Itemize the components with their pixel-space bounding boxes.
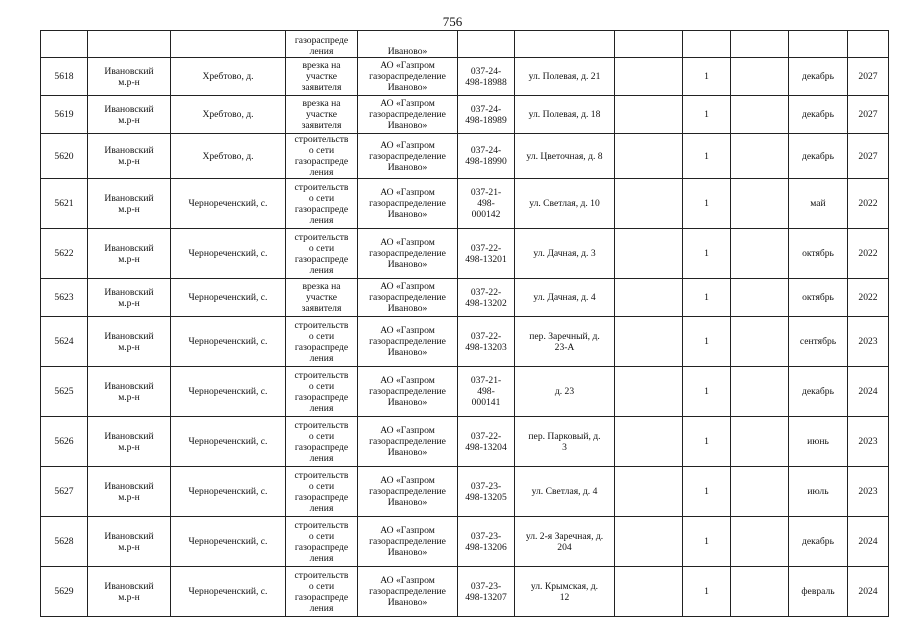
cell-empty: [731, 367, 789, 417]
cell-qty: 1: [683, 317, 731, 367]
cell-empty: [615, 31, 683, 58]
cell-month: декабрь: [789, 134, 848, 179]
cell-org: АО «Газпром газораспределение Иваново»: [358, 96, 458, 134]
table-row: [41, 229, 889, 279]
cell-org: АО «Газпром газораспределение Иваново»: [358, 417, 458, 467]
cell-num: 5627: [41, 467, 88, 517]
cell-num: 5626: [41, 417, 88, 467]
cell-purpose: строительств о сети газораспреде ления: [286, 317, 358, 367]
cell-locality: Хребтово, д.: [171, 96, 286, 134]
cell-address: [515, 31, 615, 58]
table-row: [41, 317, 889, 367]
table-row-fragment: [41, 31, 889, 58]
cell-locality: Хребтово, д.: [171, 58, 286, 96]
cell-locality: Чернореченский, с.: [171, 179, 286, 229]
cell-empty: [731, 517, 789, 567]
cell-year: 2022: [848, 229, 889, 279]
cell-address: ул. Полевая, д. 21: [515, 58, 615, 96]
table-row: [41, 279, 889, 317]
cell-code: 037-21- 498- 000141: [458, 367, 515, 417]
cell-qty: 1: [683, 134, 731, 179]
cell-empty: [615, 179, 683, 229]
cell-purpose: строительств о сети газораспреде ления: [286, 179, 358, 229]
cell-org: АО «Газпром газораспределение Иваново»: [358, 317, 458, 367]
cell-empty: [731, 417, 789, 467]
cell-district: Ивановский м.р-н: [88, 229, 171, 279]
cell-empty: [615, 467, 683, 517]
table-row: [41, 58, 889, 96]
cell-address: ул. Дачная, д. 4: [515, 279, 615, 317]
cell-empty: [615, 279, 683, 317]
cell-org: АО «Газпром газораспределение Иваново»: [358, 58, 458, 96]
table-row: [41, 467, 889, 517]
cell-district: Ивановский м.р-н: [88, 279, 171, 317]
cell-num: 5624: [41, 317, 88, 367]
cell-district: Ивановский м.р-н: [88, 367, 171, 417]
cell-address: ул. Цветочная, д. 8: [515, 134, 615, 179]
cell-address: ул. Дачная, д. 3: [515, 229, 615, 279]
cell-locality: Чернореченский, с.: [171, 317, 286, 367]
cell-empty: [731, 96, 789, 134]
cell-district: Ивановский м.р-н: [88, 179, 171, 229]
cell-month: октябрь: [789, 279, 848, 317]
cell-code: 037-24- 498-18988: [458, 58, 515, 96]
cell-qty: [683, 31, 731, 58]
cell-month: декабрь: [789, 517, 848, 567]
cell-address: ул. Светлая, д. 10: [515, 179, 615, 229]
cell-code: 037-21- 498- 000142: [458, 179, 515, 229]
cell-empty: [615, 317, 683, 367]
cell-code: 037-22- 498-13201: [458, 229, 515, 279]
cell-locality: Чернореченский, с.: [171, 467, 286, 517]
cell-empty: [615, 517, 683, 567]
cell-num: 5619: [41, 96, 88, 134]
cell-empty: [615, 567, 683, 617]
cell-address: пер. Заречный, д. 23-А: [515, 317, 615, 367]
cell-qty: 1: [683, 58, 731, 96]
gasification-table: [40, 30, 889, 617]
cell-qty: 1: [683, 467, 731, 517]
table-row: [41, 96, 889, 134]
cell-org: Иваново»: [358, 31, 458, 58]
cell-org: АО «Газпром газораспределение Иваново»: [358, 517, 458, 567]
cell-year: 2024: [848, 517, 889, 567]
cell-month: [789, 31, 848, 58]
cell-qty: 1: [683, 229, 731, 279]
cell-empty: [615, 417, 683, 467]
cell-year: 2023: [848, 467, 889, 517]
cell-year: [848, 31, 889, 58]
cell-locality: Чернореченский, с.: [171, 417, 286, 467]
cell-code: 037-22- 498-13204: [458, 417, 515, 467]
cell-district: Ивановский м.р-н: [88, 96, 171, 134]
page-number: 756: [442, 14, 463, 29]
cell-org: АО «Газпром газораспределение Иваново»: [358, 229, 458, 279]
cell-num: 5625: [41, 367, 88, 417]
cell-code: 037-23- 498-13207: [458, 567, 515, 617]
cell-year: 2022: [848, 179, 889, 229]
cell-qty: 1: [683, 279, 731, 317]
cell-month: июль: [789, 467, 848, 517]
cell-org: АО «Газпром газораспределение Иваново»: [358, 367, 458, 417]
cell-qty: 1: [683, 517, 731, 567]
cell-empty: [615, 58, 683, 96]
cell-district: Ивановский м.р-н: [88, 567, 171, 617]
cell-org: АО «Газпром газораспределение Иваново»: [358, 179, 458, 229]
cell-purpose: врезка на участке заявителя: [286, 96, 358, 134]
cell-num: 5628: [41, 517, 88, 567]
cell-district: Ивановский м.р-н: [88, 517, 171, 567]
table-row: [41, 567, 889, 617]
cell-code: 037-22- 498-13202: [458, 279, 515, 317]
cell-year: 2024: [848, 367, 889, 417]
cell-month: май: [789, 179, 848, 229]
cell-purpose: строительств о сети газораспреде ления: [286, 517, 358, 567]
cell-purpose: газораспреде ления: [286, 31, 358, 58]
cell-num: 5621: [41, 179, 88, 229]
cell-num: 5620: [41, 134, 88, 179]
table-row: [41, 417, 889, 467]
cell-org: АО «Газпром газораспределение Иваново»: [358, 467, 458, 517]
cell-district: Ивановский м.р-н: [88, 317, 171, 367]
cell-year: 2024: [848, 567, 889, 617]
cell-empty: [731, 31, 789, 58]
cell-year: 2027: [848, 58, 889, 96]
cell-empty: [615, 229, 683, 279]
cell-code: 037-24- 498-18990: [458, 134, 515, 179]
cell-locality: Чернореченский, с.: [171, 279, 286, 317]
cell-year: 2023: [848, 417, 889, 467]
cell-address: ул. Полевая, д. 18: [515, 96, 615, 134]
cell-locality: Чернореченский, с.: [171, 229, 286, 279]
cell-year: 2022: [848, 279, 889, 317]
cell-address: пер. Парковый, д. 3: [515, 417, 615, 467]
cell-month: декабрь: [789, 367, 848, 417]
cell-locality: Чернореченский, с.: [171, 567, 286, 617]
cell-purpose: строительств о сети газораспреде ления: [286, 229, 358, 279]
cell-month: февраль: [789, 567, 848, 617]
cell-num: [41, 31, 88, 58]
cell-qty: 1: [683, 179, 731, 229]
cell-empty: [615, 367, 683, 417]
cell-month: декабрь: [789, 96, 848, 134]
cell-empty: [615, 134, 683, 179]
cell-qty: 1: [683, 567, 731, 617]
table-row: [41, 367, 889, 417]
cell-district: Ивановский м.р-н: [88, 134, 171, 179]
cell-purpose: строительств о сети газораспреде ления: [286, 417, 358, 467]
cell-qty: 1: [683, 417, 731, 467]
cell-month: июнь: [789, 417, 848, 467]
cell-code: 037-23- 498-13205: [458, 467, 515, 517]
cell-year: 2027: [848, 96, 889, 134]
cell-address: д. 23: [515, 367, 615, 417]
cell-code: 037-23- 498-13206: [458, 517, 515, 567]
cell-address: ул. 2-я Заречная, д. 204: [515, 517, 615, 567]
table-row: [41, 179, 889, 229]
cell-locality: Чернореченский, с.: [171, 517, 286, 567]
cell-year: 2027: [848, 134, 889, 179]
cell-empty: [731, 134, 789, 179]
cell-address: ул. Светлая, д. 4: [515, 467, 615, 517]
cell-address: ул. Крымская, д. 12: [515, 567, 615, 617]
cell-code: 037-22- 498-13203: [458, 317, 515, 367]
cell-empty: [731, 317, 789, 367]
cell-num: 5622: [41, 229, 88, 279]
cell-org: АО «Газпром газораспределение Иваново»: [358, 134, 458, 179]
cell-num: 5618: [41, 58, 88, 96]
cell-empty: [731, 467, 789, 517]
cell-purpose: строительств о сети газораспреде ления: [286, 134, 358, 179]
cell-district: Ивановский м.р-н: [88, 417, 171, 467]
cell-year: 2023: [848, 317, 889, 367]
cell-org: АО «Газпром газораспределение Иваново»: [358, 279, 458, 317]
cell-qty: 1: [683, 367, 731, 417]
cell-locality: Хребтово, д.: [171, 134, 286, 179]
cell-purpose: строительств о сети газораспреде ления: [286, 467, 358, 517]
table-row: [41, 134, 889, 179]
table-row: [41, 517, 889, 567]
cell-month: декабрь: [789, 58, 848, 96]
cell-empty: [731, 229, 789, 279]
cell-purpose: врезка на участке заявителя: [286, 279, 358, 317]
cell-month: сентябрь: [789, 317, 848, 367]
cell-purpose: строительств о сети газораспреде ления: [286, 367, 358, 417]
cell-empty: [731, 179, 789, 229]
cell-locality: Чернореченский, с.: [171, 367, 286, 417]
cell-district: [88, 31, 171, 58]
cell-empty: [615, 96, 683, 134]
cell-district: Ивановский м.р-н: [88, 467, 171, 517]
cell-empty: [731, 279, 789, 317]
cell-num: 5629: [41, 567, 88, 617]
cell-code: [458, 31, 515, 58]
cell-month: октябрь: [789, 229, 848, 279]
cell-empty: [731, 58, 789, 96]
cell-locality: [171, 31, 286, 58]
cell-code: 037-24- 498-18989: [458, 96, 515, 134]
cell-num: 5623: [41, 279, 88, 317]
cell-qty: 1: [683, 96, 731, 134]
cell-empty: [731, 567, 789, 617]
cell-purpose: врезка на участке заявителя: [286, 58, 358, 96]
cell-purpose: строительств о сети газораспреде ления: [286, 567, 358, 617]
cell-org: АО «Газпром газораспределение Иваново»: [358, 567, 458, 617]
cell-district: Ивановский м.р-н: [88, 58, 171, 96]
